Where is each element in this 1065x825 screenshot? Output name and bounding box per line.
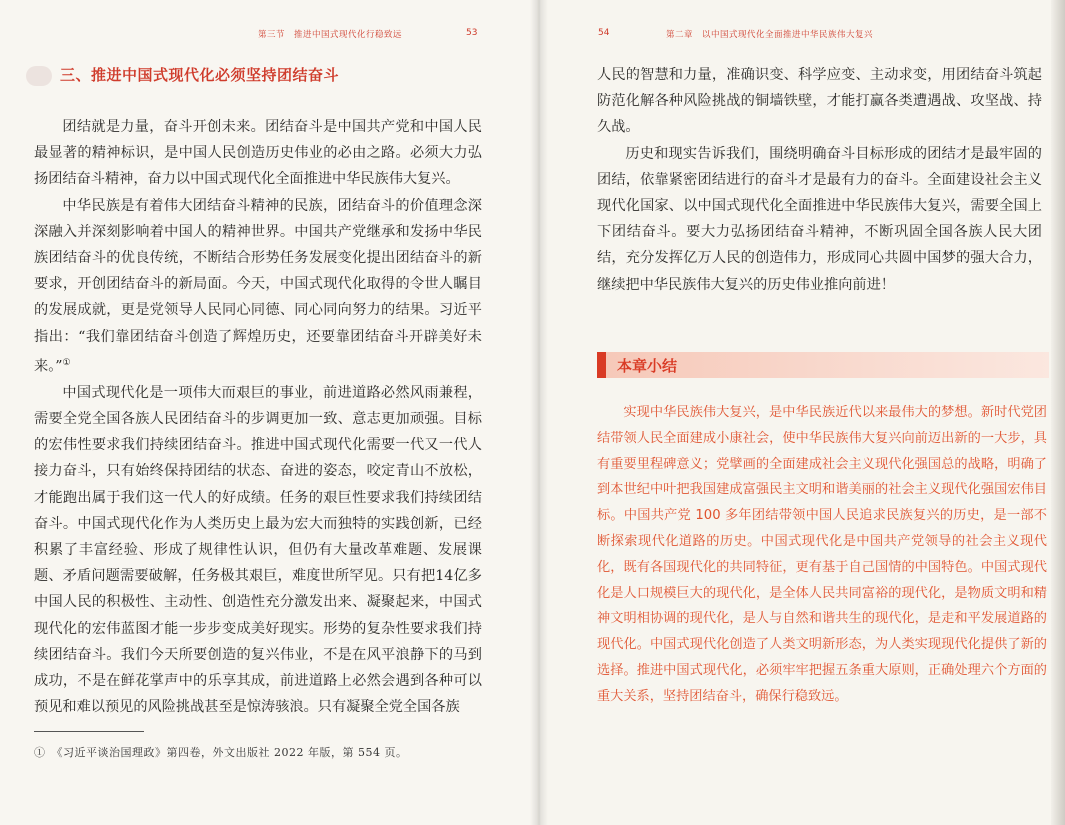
right-running-head: 第二章 以中国式现代化全面推进中华民族伟大复兴: [666, 30, 874, 40]
left-running-head: 第三节 推进中国式现代化行稳致远: [258, 30, 403, 40]
page-edge-shadow: [1051, 0, 1065, 825]
right-page: [537, 0, 1065, 825]
right-body-text: [597, 62, 1042, 298]
left-body-text: [34, 114, 482, 720]
footnote: ① 《习近平谈治国理政》第四卷，外文出版社 2022 年版，第 554 页。: [34, 746, 408, 759]
footnote-divider: [34, 731, 144, 732]
paragraph: 人民的智慧和力量，准确识变、科学应变、主动求变，用团结奋斗筑起防范化解各种风险挑战的铜墙铁壁，才能打赢各类遭遇战、攻坚战、持久战。: [597, 67, 1042, 136]
thumb-tab: [26, 66, 52, 86]
paragraph-text: 中华民族是有着伟大团结奋斗精神的民族，团结奋斗的价值理念深深融入并深刻影响着中国人的精神世界。中国共产党继承和发扬中华民族团结奋斗的优良传统，不断结合形势任务发展变化提出团结奋斗的新要求，开创团结奋斗的新局面。今天，中国式现代化取得的令世人瞩目的发展成就，更是党领导人民同心同德、同心同向努力的结果。习近平指出：“我们靠团结奋斗创造了辉煌历史，还要靠团结奋斗开辟美好未来。”: [34, 197, 482, 375]
book-gutter-shadow: [530, 0, 548, 825]
paragraph: 历史和现实告诉我们，围绕明确奋斗目标形成的团结才是最牢固的团结，依靠紧密团结进行的奋斗才是最有力的奋斗。全面建设社会主义现代化国家、以中国式现代化全面推进中华民族伟大复兴，需要全国上下团结奋斗。要大力弘扬团结奋斗精神，不断巩固全国各族人民大团结，充分发挥亿万人民的创造伟力，形成同心共圆中国梦的强大合力，继续把中华民族伟大复兴的历史伟业推向前进！: [597, 145, 1042, 293]
section-title: 三、推进中国式现代化必须坚持团结奋斗: [60, 66, 340, 84]
right-page-number: 54: [598, 28, 610, 38]
summary-text: [597, 400, 1047, 710]
paragraph: 团结就是力量，奋斗开创未来。团结奋斗是中国共产党和中国人民最显著的精神标识，是中国人民创造历史伟业的必由之路。必须大力弘扬团结奋斗精神，奋力以中国式现代化全面推进中华民族伟大复兴。: [34, 119, 482, 188]
paragraph: 中国式现代化是一项伟大而艰巨的事业，前进道路必然风雨兼程，需要全党全国各族人民团结奋斗的步调更加一致、意志更加顽强。目标的宏伟性要求我们持续团结奋斗。推进中国式现代化需要一代又一代人接力奋斗，只有始终保持团结的状态、奋进的姿态，咬定青山不放松，才能跑出属于我们这一代人的好成绩。任务的艰巨性要求我们持续团结奋斗。中国式现代化作为人类历史上最为宏大而独特的实践创新，已经积累了丰富经验、形成了规律性认识，但仍有大量改革难题、发展课题、矛盾问题需要破解，任务极其艰巨，难度世所罕见。只有把14亿多中国人民的积极性、主动性、创造性充分激发出来、凝聚起来，中国式现代化的宏伟蓝图才能一步步变成美好现实。形势的复杂性要求我们持续团结奋斗。我们今天所要创造的复兴伟业，不是在风平浪静下的马到成功，不是在鲜花掌声中的乐享其成，前进道路上必然会遇到各种可以预见和难以预见的风险挑战甚至是惊涛骇浪。只有凝聚全党全国各族: [34, 384, 482, 716]
footnote-marker: ①: [62, 357, 71, 368]
summary-title: 本章小结: [617, 357, 678, 375]
left-page-number: 53: [466, 28, 478, 38]
summary-paragraph: 实现中华民族伟大复兴，是中华民族近代以来最伟大的梦想。新时代党团结带领人民全面建成小康社会，使中华民族伟大复兴向前迈出新的一大步，具有重要里程碑意义；党擘画的全面建成社会主义现代化强国总的战略，明确了到本世纪中叶把我国建成富强民主文明和谐美丽的社会主义现代化强国宏伟目标。中国共产党 100 多年团结带领中国人民追求民族复兴的历史，是一部不断探索现代化道路的历史。中国式现代化是中国共产党领导的社会主义现代化，既有各国现代化的共同特征，更有基于自己国情的中国特色。中国式现代化是人口规模巨大的现代化，是全体人民共同富裕的现代化，是物质文明和精神文明相协调的现代化，是人与自然和谐共生的现代化，是走和平发展道路的现代化。中国式现代化创造了人类文明新形态，为人类实现现代化提供了新的选择。推进中国式现代化，必须牢牢把握五条重大原则，正确处理六个方面的重大关系，坚持团结奋斗，确保行稳致远。: [597, 405, 1047, 704]
paragraph: [34, 193, 482, 380]
summary-marker: [597, 352, 606, 378]
